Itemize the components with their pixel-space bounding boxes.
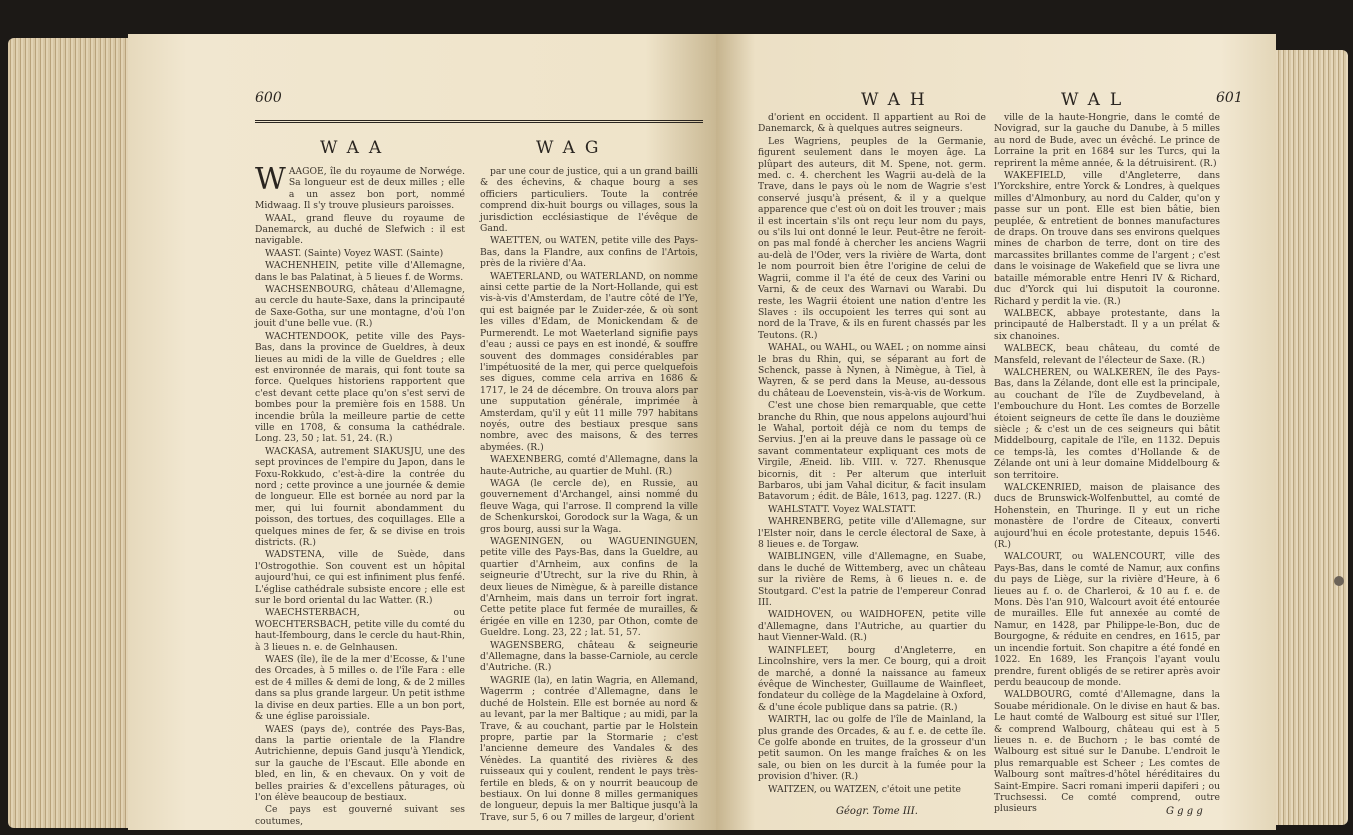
signature-mark: G g g g [1166,806,1203,817]
dictionary-entry: WAAST. (Sainte) Voyez WAST. (Sainte) [265,247,444,259]
dictionary-entry: WAHRENBERG, petite ville d'Allemagne, sur l'Elster noir, dans le cercle électoral de Saxe, à 8 lieues e. de Torgaw. [758,516,986,551]
dictionary-entry: d'orient en occident. Il appartient au Roi de Danemarck, & à quelques autres seigneurs. [758,112,986,135]
dictionary-entry: WALDBOURG, comté d'Allemagne, dans la Souabe méridionale. On le divise en haut & bas. Le haut comté de Walbourg est situé sur l'Iler, & comprend Walbourg, château qui est à 5 lieues n. e. de Buchorn ; le bas comté de Walbourg est situé sur le Danube. L'endroit le plus remarquable est Scheer ; Les comtes de Walbourg sont maîtres-d'hôtel héréditaires du Saint-Empire. Sacri romani imperii dapiferi ; ou Truchsessi. Ce comté comprend, outre plusieurs [994,689,1220,815]
dictionary-entry: WACHENHEIN, petite ville d'Allemagne, dans le bas Palatinat, à 5 lieues f. de Worms. [255,260,465,283]
right-page [716,34,1276,830]
dictionary-entry: Les Wagriens, peuples de la Germanie, figurent seulement dans le moyen âge. La plûpart des auteurs, dit M. Spene, not. germ. med. c. 4. cherchent les Wagrii au-delà de la Trave, dans le pays où le nom de Wagrie s'est conservé jusqu'à présent, & il y a quelque apparence que c'est où on doit les trouver ; mais il est incertain s'ils ont reçu leur nom du pays, ou s'ils lui ont donné le leur. Peut-être ne feroit-on pas mal fondé à chercher les anciens Wagrii au-delà de l'Oder, vers la rivière de Warta, dont le nom pourroit bien être l'origine de celui de Wagrii, comme il l'a été de ceux des Varini ou Varni, & de ceux des Warnavi ou Warabi. Du reste, les Wagrii étoient une nation d'entre les Slaves : ils occupoient les terres qui sont au nord de la Trave, & ils en furent chassés par les Teutons. (R.) [758,135,986,341]
dictionary-entry: par une cour de justice, qui a un grand bailli & des échevins, & chaque bourg a ses officiers particuliers. Toute la contrée comprend dix-huit bourgs ou villages, sous la jurisdiction ecclésiastique de l'évêque de Gand. [480,166,698,235]
dictionary-entry: WAECHSTERBACH, ou WOECHTERSBACH, petite ville du comté du haut-Ifembourg, dans le cercle du haut-Rhin, à 3 lieues n. e. de Gelnhausen. [255,607,465,653]
dictionary-entry: WALCKENRIED, maison de plaisance des ducs de Brunswick-Wolfenbuttel, au comté de Hohenstein, en Thuringe. Il y eut un riche monastère de l'ordre de Citeaux, converti aujourd'hui en école protestante, depuis 1546. (R.) [994,482,1220,551]
dictionary-entry: WAETTEN, ou WATEN, petite ville des Pays-Bas, dans la Flandre, aux confins de l'Artois, près de la rivière d'Aa. [480,235,698,270]
dictionary-entry: WAAL, grand fleuve du royaume de Danemarck, au duché de Slefwich : il est navigable. [255,212,465,247]
right-page-column-2 [994,112,1220,816]
dictionary-entry: WACHSENBOURG, château d'Allemagne, au cercle du haute-Saxe, dans la principauté de Saxe-Gotha, sur une montagne, d'où l'on jouit d'une belle vue. (R.) [255,284,465,330]
running-head-right-col1: WAH [861,90,935,110]
page-number-left: 600 [255,90,282,106]
dictionary-entry: WAINFLEET, bourg d'Angleterre, en Lincolnshire, vers la mer. Ce bourg, qui a droit de marché, a donné la naissance au fameux évêque de Winchester, Guillaume de Wainfleet, fondateur du collège de la Magdelaine à Oxford, & d'une école publique dans sa patrie. (R.) [758,644,986,713]
entries-right-col2 [994,112,1220,815]
dictionary-entry: WAES (pays de), contrée des Pays-Bas, dans la partie orientale de la Flandre Autrichienne, depuis Gand jusqu'à Ylendick, sur la gauche de l'Escaut. Elle abonde en bled, en lin, & en chevaux. On y voit de belles prairies & d'excellens pâturages, où l'on élève beaucoup de bestiaux. [255,723,465,803]
drop-cap: W [255,162,286,197]
signature-left: Géogr. Tome III. [836,806,918,817]
dictionary-entry: WAES (île), île de la mer d'Ecosse, & l'une des Orcades, à 5 milles o. de l'île Fara : elle est de 4 milles & demi de long, & de 2 milles dans sa plus grande largeur. Un petit isthme la divise en deux parties. Elle a un bon port, & une église paroissiale. [255,654,465,723]
dictionary-entry: WAGRIE (la), en latin Wagria, en Allemand, Wagerrm ; contrée d'Allemagne, dans le duché de Holstein. Elle est bornée au nord & au levant, par la mer Baltique ; au midi, par la Trave, & au couchant, partie par le Holstein propre, partie par la Stormarie ; c'est l'ancienne demeure des Vandales & des Vénèdes. La quantité des rivières & des ruisseaux qui y coulent, rendent le pays très-fertile en bleds, & on y nourrit beaucoup de bestiaux. On lui donne 8 milles germaniques de longueur, depuis la mer Baltique jusqu'à la Trave, sur 5, 6 ou 7 milles de largeur, d'orient [480,674,698,823]
right-page-column-1 [758,112,986,796]
entries-right-col1 [758,112,986,795]
dictionary-entry: WAIRTH, lac ou golfe de l'île de Mainland, la plus grande des Orcades, & au f. e. de cette île. Ce golfe abonde en truites, de la grosseur d'un petit saumon. On les mange fraîches & on les sale, ou bien on les durcit à la fumée pour la provision d'hiver. (R.) [758,714,986,783]
page-edges-right [1276,50,1348,825]
dictionary-entry: WAIDHOVEN, ou WAIDHOFEN, petite ville d'Allemagne, dans l'Autriche, au quartier du haut Vienner-Wald. (R.) [758,609,986,644]
dictionary-entry: WAKEFIELD, ville d'Angleterre, dans l'Yorckshire, entre Yorck & Londres, à quelques milles d'Almonbury, au nord du Calder, qu'on y passe sur un pont. Elle est bien bâtie, bien peuplée, & entretient de bonnes manufactures de draps. On trouve dans ses environs quelques mines de charbon de terre, dont on tire des marcassites brillantes comme de l'argent ; c'est dans le voisinage de Wakefield que se livra une bataille mémorable entre Henri IV & Richard, duc d'Yorck qui lui disputoit la couronne. Richard y perdit la vie. (R.) [994,170,1220,307]
dictionary-entry: WAGA (le cercle de), en Russie, au gouvernement d'Archangel, ainsi nommé du fleuve Waga, qui l'arrose. Il comprend la ville de Schenkurskoi, Gorodock sur la Waga, & un gros bourg, aussi sur la Waga. [480,477,698,535]
dictionary-entry: WAGENINGEN, ou WAGUENINGUEN, petite ville des Pays-Bas, dans la Gueldre, au quartier d'Arnheim, aux confins de la seigneurie d'Utrecht, sur la rive du Rhin, à deux lieues de Nimègue, & à pareille distance d'Arnheim, mais dans un terroir fort ingrat. Cette petite place fut fermée de murailles, & érigée en ville en 1230, par Othon, comte de Gueldre. Long. 23, 22 ; lat. 51, 57. [480,536,698,639]
running-head-left-col2: WAG [536,138,609,158]
dictionary-entry: Ce pays est gouverné suivant ses coutumes, [255,804,465,827]
running-head-right-col2: WAL [1061,90,1132,110]
dictionary-entry: WALBECK, abbaye protestante, dans la principauté de Halberstadt. Il y a un prélat & six chanoines. [994,307,1220,342]
dictionary-entry: WAHLSTATT. Voyez WALSTATT. [768,503,917,515]
left-page [128,34,716,830]
dictionary-entry: WADSTENA, ville de Suède, dans l'Ostrogothie. Son couvent est un hôpital aujourd'hui, ce qui est infiniment plus fenfé. L'église cathédrale subsiste encore ; elle est sur le bord oriental du lac Watter. (R.) [255,549,465,607]
page-ornament-dot [1334,576,1344,586]
entries-left-col2 [480,166,698,823]
dictionary-entry: WALCHEREN, ou WALKEREN, île des Pays-Bas, dans la Zélande, dont elle est la principale, au couchant de l'île de Zuydbeveland, à l'embouchure du Hont. Les comtes de Borzelle étoient seigneurs de cette île dans le douzième siècle ; & c'est un de ces seigneurs qui bâtit Middelbourg, capitale de l'île, en 1132. Depuis ce temps-là, les comtes d'Hollande & de Zélande ont uni à leur domaine Middelbourg & son territoire. [994,366,1220,481]
dictionary-entry: WACHTENDOOK, petite ville des Pays-Bas, dans la province de Gueldres, à deux lieues au midi de la ville de Gueldres ; elle est environnée de marais, qui font toute sa force. Quelques historiens rapportent que c'est devant cette place qu'on s'est servi de bombes pour la première fois en 1588. Un incendie brûla la meilleure partie de cette ville en 1708, & consuma la cathédrale. Long. 23, 50 ; lat. 51, 24. (R.) [255,330,465,445]
dictionary-entry: WALCOURT, ou WALENCOURT, ville des Pays-Bas, dans le comté de Namur, aux confins du pays de Liège, sur la rivière d'Heure, à 6 lieues au f. o. de Charleroi, & 10 au f. e. de Mons. Dès l'an 910, Walcourt avoit été entourée de murailles. Elle fut annexée au comté de Namur, en 1428, par Philippe-le-Bon, duc de Bourgogne, & réduite en cendres, en 1615, par un incendie fortuit. Son chapitre a été fondé en 1022. En 1689, les François l'ayant voulu prendre, furent obligés de se retirer après avoir perdu beaucoup de monde. [994,551,1220,688]
dictionary-entry: WAEXENBERG, comté d'Allemagne, dans la haute-Autriche, au quartier de Muhl. (R.) [480,454,698,477]
entries-left-col1 [255,162,465,827]
dictionary-entry: WAGENSBERG, château & seigneurie d'Allemagne, dans la basse-Carniole, au cercle d'Autriche. (R.) [480,639,698,674]
left-page-column-1 [255,162,465,828]
header-rule-left [255,120,703,125]
left-page-column-2 [480,166,698,824]
page-edges-left [8,38,128,828]
dictionary-entry: WAITZEN, ou WATZEN, c'étoit une petite [768,783,961,795]
dictionary-entry: WAETERLAND, ou WATERLAND, on nomme ainsi cette partie de la Nort-Hollande, qui est vis-à-vis d'Amsterdam, de l'autre côté de l'Ye, qui est baignée par le Zuider-zée, & où sont les villes d'Edam, de Monickendam & de Purmerendt. Le mot Waeterland signifie pays d'eau ; aussi ce pays en est inondé, & souffre souvent des dommages considérables par l'impétuosité de la mer, qui perce quelquefois ses digues, comme cela arriva en 1686 & 1717, le 24 de décembre. On trouva alors par une supputation générale, imprimée à Amsterdam, qu'il y eût 11 mille 797 habitans noyés, outre des bestiaux presque sans nombre, avec des maisons, & des terres abymées. (R.) [480,270,698,453]
dictionary-entry: WACKASA, autrement SIAKUSJU, une des sept provinces de l'empire du Japon, dans le Foxu-Rokkudo, c'est-à-dire la contrée du nord ; cette province a une journée & demie de longueur. Elle est bornée au nord par la mer, qui lui fournit abondamment du poisson, des tortues, des coquillages. Elle a quelques mines de fer, & se divise en trois districts. (R.) [255,445,465,548]
open-book [8,28,1348,833]
dictionary-entry: WALBECK, beau château, du comté de Mansfeld, relevant de l'électeur de Saxe. (R.) [994,343,1220,366]
dictionary-entry: ville de la haute-Hongrie, dans le comté de Novigrad, sur la gauche du Danube, à 5 milles au nord de Bude, avec un évêché. Le prince de Lorraine la prit en 1684 sur les Turcs, qui la reprirent la même année, & la détruisirent. (R.) [994,112,1220,169]
dictionary-entry: WAHAL, ou WAHL, ou WAEL ; on nomme ainsi le bras du Rhin, qui, se séparant au fort de Schenck, passe à Nynen, à Nimègue, à Tiel, à Wayren, & se perd dans la Meuse, au-dessous du château de Loevenstein, vis-à-vis de Workum. [758,342,986,399]
dictionary-entry: WAIBLINGEN, ville d'Allemagne, en Suabe, dans le duché de Wittemberg, avec un château sur la rivière de Rems, à 6 lieues n. e. de Stoutgard. C'est la patrie de l'empereur Conrad III. [758,551,986,609]
dictionary-entry: C'est une chose bien remarquable, que cette branche du Rhin, que nous appelons aujourd'hui le Wahal, portoit déjà ce nom du temps de Servius. J'en ai la preuve dans le passage où ce savant commentateur expliquant ces mots de Virgile, Æneid. lib. VIII. v. 727. Rhenusque bicornis, dit : Per alterum que interluit Barbaros, ubi jam Vahal dicitur, & facit insulam Batavorum ; édit. de Bâle, 1613, pag. 1227. (R.) [758,400,986,503]
page-number-right: 601 [1216,90,1243,106]
running-head-left-col1: WAA [320,138,392,158]
dictionary-entry: AAGOE, île du royaume de Norwége. Sa longueur est de deux milles ; elle a un assez bon port, nommé Midwaag. Il s'y trouve plusieurs paroisses. [255,166,465,212]
